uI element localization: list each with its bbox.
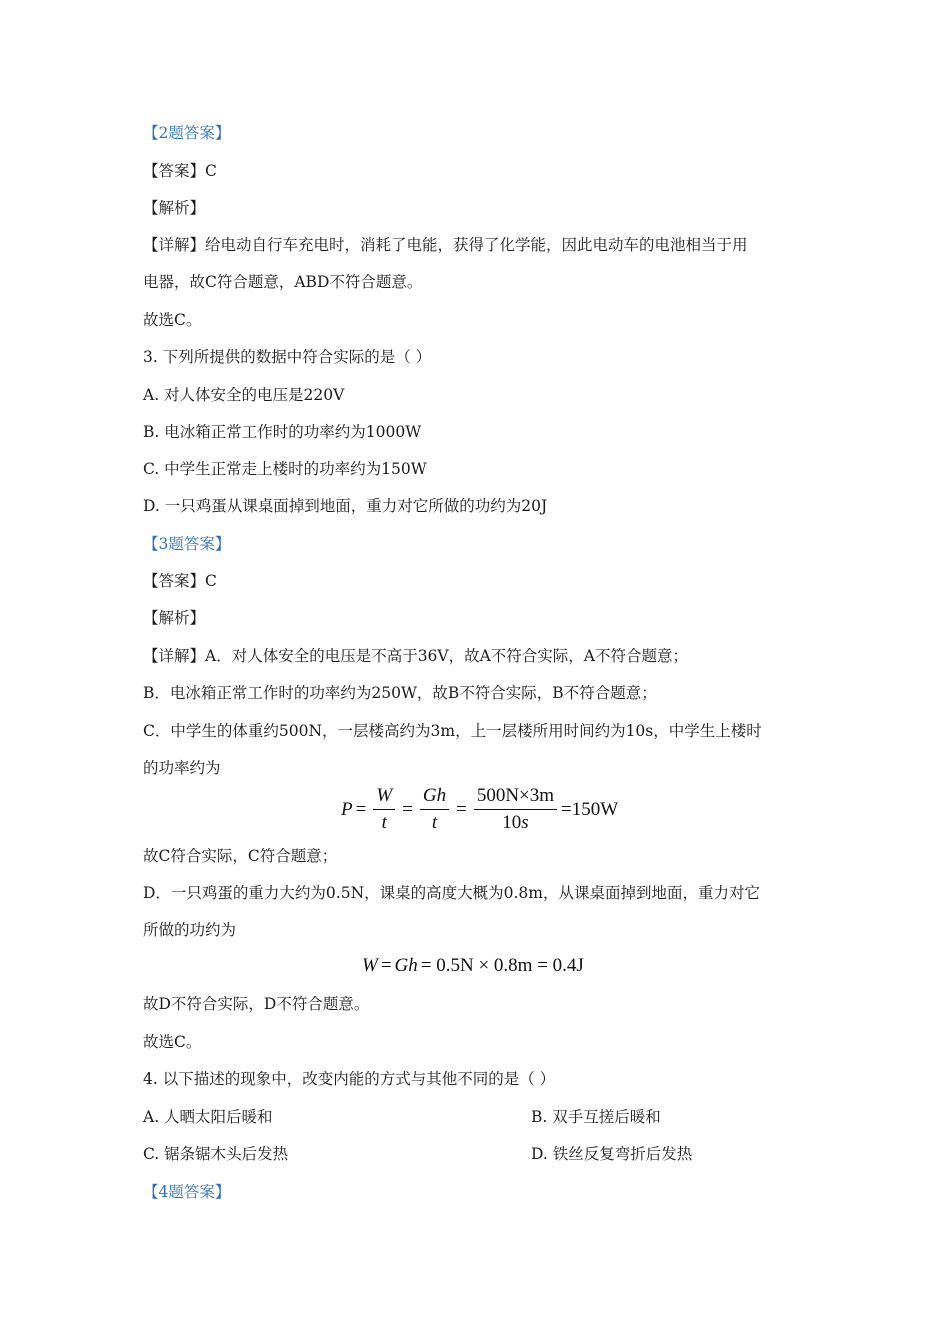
fraction-denominator-t: t	[381, 812, 387, 833]
q3-detail-d-line-2: 所做的功约为	[143, 921, 237, 939]
q3-detail-c-line-1: C．中学生的体重约500N，一层楼高约为3m，上一层楼所用时间约为10s，中学生上楼时	[143, 722, 762, 740]
formula-values: = 0.5N × 0.8m = 0.4J	[420, 955, 584, 976]
fraction-denominator-values	[499, 810, 531, 834]
q4-option-d: D. 铁丝反复弯折后发热	[531, 1145, 693, 1163]
formula-w-symbol: W	[362, 955, 378, 976]
formula-equals: =	[380, 955, 392, 976]
q3-detail-a: 【详解】A．对人体安全的电压是不高于36V，故A不符合实际，A不符合题意；	[143, 647, 688, 665]
formula-result: =150W	[561, 798, 619, 820]
q3-answer: 【答案】C	[143, 572, 217, 590]
q3-option-d: D. 一只鸡蛋从课桌面掉到地面，重力对它所做的功约为20J	[143, 497, 548, 515]
q2-analysis-label: 【解析】	[143, 199, 206, 217]
q2-conclusion: 故选C。	[143, 311, 202, 329]
formula-equals: =	[355, 798, 367, 820]
q4-option-b: B. 双手互搓后暖和	[531, 1108, 661, 1126]
fraction-values	[474, 785, 557, 834]
q3-option-c: C. 中学生正常走上楼时的功率约为150W	[143, 460, 427, 478]
denominator-number: 10	[502, 812, 522, 833]
fraction-numerator-gh: Gh	[420, 785, 449, 810]
q3-conclusion: 故选C。	[143, 1033, 202, 1051]
fraction-numerator-values: 500N×3m	[474, 785, 557, 810]
q3-analysis-label: 【解析】	[143, 609, 206, 627]
q4-option-a: A. 人晒太阳后暖和	[143, 1108, 273, 1126]
q2-answer-header: 【2题答案】	[143, 124, 231, 142]
q2-detail-line-1: 【详解】给电动自行车充电时，消耗了电能，获得了化学能，因此电动车的电池相当于用	[143, 236, 748, 254]
q3-answer-header: 【3题答案】	[143, 535, 231, 553]
denominator-unit: s	[521, 812, 529, 833]
q3-question: 3. 下列所提供的数据中符合实际的是（ ）	[143, 348, 432, 366]
formula-equals: =	[456, 798, 467, 820]
q3-detail-c-line-3: 故C符合实际，C符合题意；	[143, 847, 338, 865]
q2-detail-line-2: 电器，故C符合题意，ABD不符合题意。	[143, 273, 423, 291]
work-formula	[362, 955, 587, 977]
q3-detail-c-line-2: 的功率约为	[143, 759, 221, 777]
q3-option-a: A. 对人体安全的电压是220V	[143, 386, 345, 404]
q4-question: 4. 以下描述的现象中，改变内能的方式与其他不同的是（ ）	[143, 1070, 556, 1088]
formula-equals: =	[402, 798, 413, 820]
formula-p-symbol: P	[341, 798, 353, 820]
fraction-numerator-w: W	[373, 785, 395, 810]
fraction-w-over-t	[373, 785, 395, 834]
q3-detail-d-line-3: 故D不符合实际，D不符合题意。	[143, 995, 370, 1013]
formula-gh-symbol: Gh	[394, 955, 418, 976]
q3-detail-d-line-1: D．一只鸡蛋的重力大约为0.5N，课桌的高度大概为0.8m，从课桌面掉到地面，重力对它	[143, 884, 760, 902]
q3-option-b: B. 电冰箱正常工作时的功率约为1000W	[143, 423, 422, 441]
q4-option-c: C. 锯条锯木头后发热	[143, 1145, 289, 1163]
q4-answer-header: 【4题答案】	[143, 1183, 231, 1201]
fraction-gh-over-t	[420, 785, 449, 834]
power-formula	[341, 785, 618, 834]
q2-answer: 【答案】C	[143, 162, 217, 180]
fraction-denominator-t: t	[431, 812, 438, 833]
q3-detail-b: B．电冰箱正常工作时的功率约为250W，故B不符合实际，B不符合题意；	[143, 684, 657, 702]
